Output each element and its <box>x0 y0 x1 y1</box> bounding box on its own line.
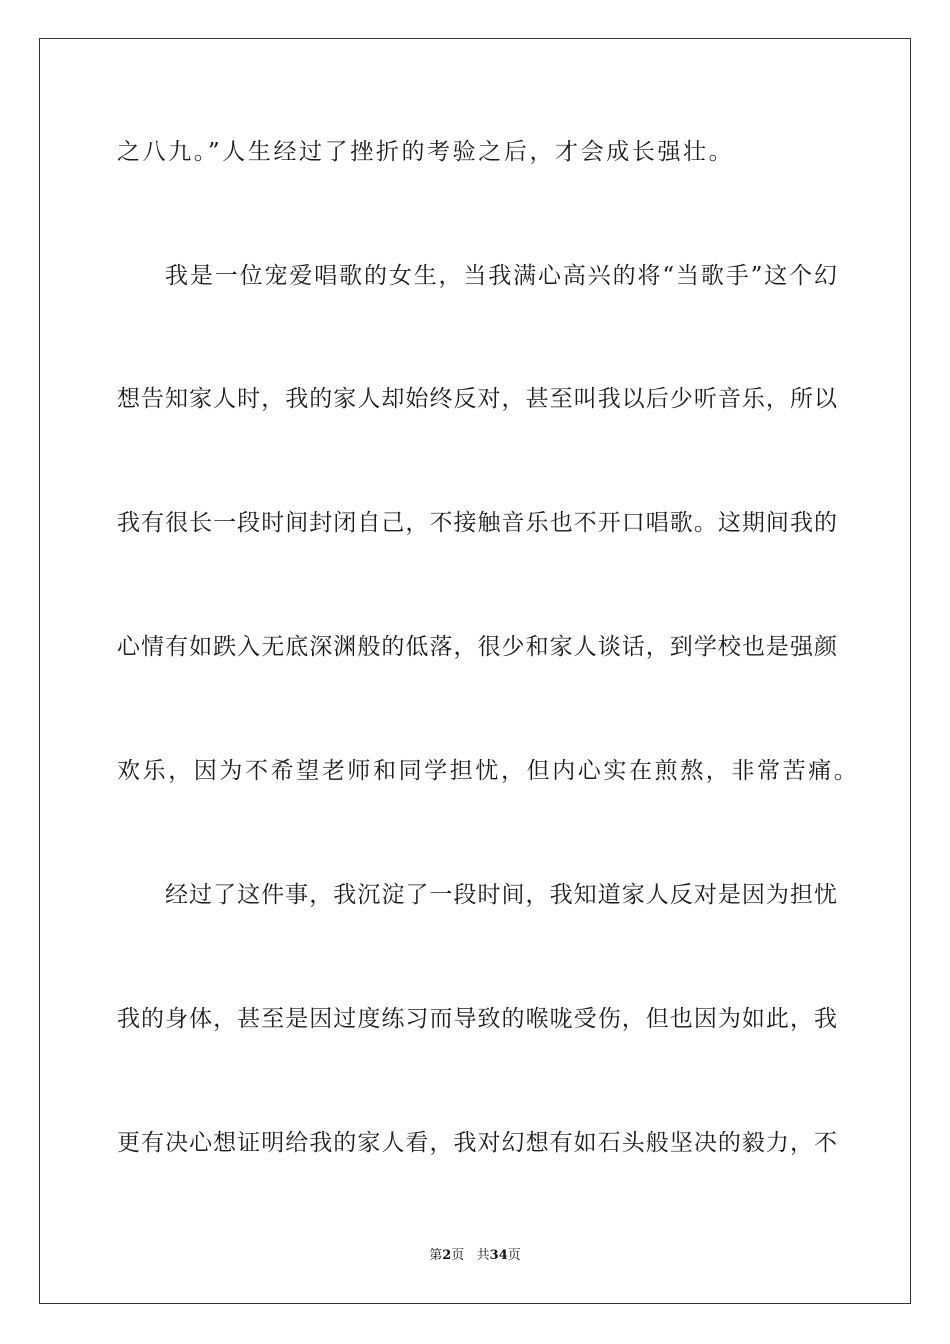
paragraph-line-9: 更有决心想证明给我的家人看，我对幻想有如石头般坚决的毅力，不 <box>117 1130 837 1156</box>
page-border <box>39 38 911 1304</box>
footer-page-prefix: 第 <box>429 1248 443 1263</box>
paragraph-line-5: 心情有如跌入无底深渊般的低落，很少和家人谈话，到学校也是强颜 <box>117 634 837 660</box>
paragraph-line-3: 想告知家人时，我的家人却始终反对，甚至叫我以后少听音乐，所以 <box>117 386 837 412</box>
paragraph-line-8: 我的身体，甚至是因过度练习而导致的喉咙受伤，但也因为如此，我 <box>117 1006 837 1032</box>
footer-page-suffix: 页 共 <box>451 1248 490 1263</box>
paragraph-line-6: 欢乐，因为不希望老师和同学担忧，但内心实在煎熬，非常苦痛。 <box>117 758 860 784</box>
footer-page-number: 2 <box>442 1248 452 1263</box>
paragraph-line-1: 之八九。”人生经过了挫折的考验之后，才会成长强壮。 <box>117 139 735 165</box>
paragraph-line-4: 我有很长一段时间封闭自己，不接触音乐也不开口唱歌。这期间我的 <box>117 510 837 536</box>
footer-total-suffix: 页 <box>507 1248 521 1263</box>
paragraph-line-2: 我是一位宠爱唱歌的女生，当我满心高兴的将“当歌手”这个幻 <box>165 263 837 289</box>
paragraph-line-7: 经过了这件事，我沉淀了一段时间，我知道家人反对是因为担忧 <box>165 882 837 908</box>
page-footer <box>0 1247 950 1265</box>
footer-total-pages: 34 <box>489 1248 508 1263</box>
